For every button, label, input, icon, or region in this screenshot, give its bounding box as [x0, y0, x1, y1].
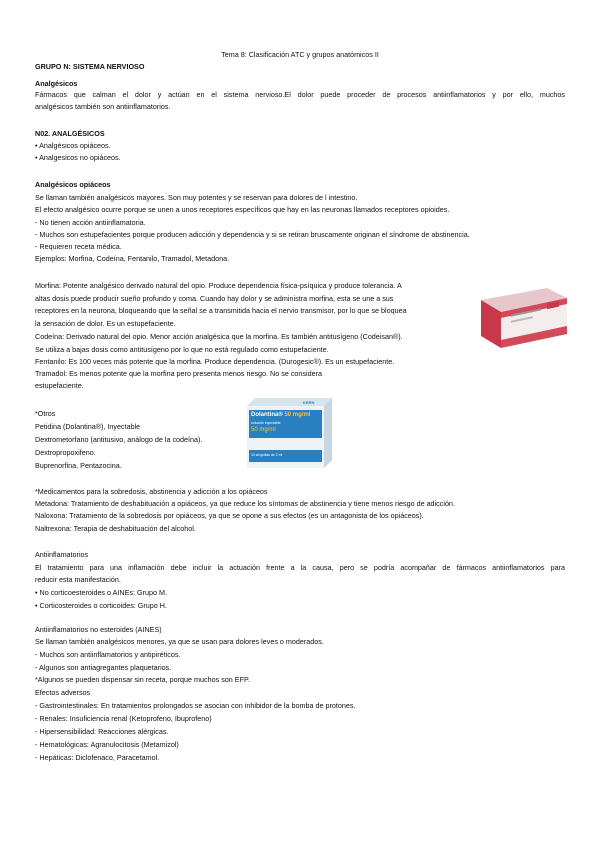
- group-heading: GRUPO N: SISTEMA NERVIOSO: [35, 62, 145, 71]
- box-ampoules: 10 ampollas de 2 ml: [251, 453, 283, 457]
- drug-line: Se utiliza a bajas dosis como antitusígeno por lo que no está regulado como estupefaciente.: [35, 345, 329, 354]
- drug-line: receptores en la neurona, bloqueando que la señal se a transmitida hacia el nervio transmisor, por lo que se bloquea: [35, 306, 407, 315]
- drug-line-tramadol: Tramadol: Es menos potente que la morfina pero presenta menos riesgo. No se considera: [35, 369, 322, 378]
- aines-heading: Antiinflamatorios no esteroides (AINES): [35, 625, 162, 634]
- box-dose-large: 50 mg/ml: [251, 427, 276, 433]
- sobredosis-line: Naltrexona: Terapia de deshabituación del alcohol.: [35, 524, 196, 533]
- sobredosis-line: Naloxona: Tratamiento de la sobredosis por opiáceos, ya que se opone a sus efectos (es un antagonista de los opiáceos).: [35, 511, 424, 520]
- n02-item: • Analgésicos opiáceos.: [35, 141, 111, 150]
- aines-line: Se llaman también analgésicos menores, ya que se usan para dolores leves o moderados.: [35, 637, 324, 646]
- antiinflamatorios-item: • Corticosteroides o corticoides: Grupo H.: [35, 601, 167, 610]
- sobredosis-line: Metadona: Tratamiento de deshabituación a opiáceos, ya que reduce los síntomas de abstinencia y tiene menos riesgo de adicción.: [35, 499, 455, 508]
- opiaceos-heading: Analgésicos opiáceos: [35, 180, 111, 189]
- otros-item: Petidina (Dolantina®), Inyectable: [35, 422, 141, 431]
- brand-label: Dolantina® 50 mg/ml: [251, 412, 311, 418]
- drug-line-codeina: Codeína: Derivado natural del opio. Menor acción analgésica que la morfina. Es también antitusígeno (Codeisan®).: [35, 332, 403, 341]
- dolantina-box-shape: [247, 398, 332, 468]
- page-title: Tema 8: Clasificación ATC y grupos anatómicos II: [221, 50, 379, 59]
- analgesicos-text-1: Fármacos que calman el dolor y actúan en el sistema nervioso.El dolor puede proceder de procesos antiinflamatorios y por ello, muchos: [35, 90, 565, 99]
- drug-line: altas dosis puede producir sueño profundo y coma. Cuando hay dolor y se administra morfina, esta se une a sus: [35, 294, 394, 303]
- effects-heading: Efectos adversos: [35, 688, 91, 697]
- drug-line: la sensación de dolor. Es un estupefaciente.: [35, 319, 176, 328]
- effects-item: - Gastrointestinales: En tratamientos prolongados se asocian con inhibidor de la bomba de protones.: [35, 701, 356, 710]
- effects-item: - Renales: Insuficiencia renal (Ketoprofeno, Ibuprofeno): [35, 714, 212, 723]
- effects-item: - Hepáticas: Diclofenaco, Paracetamol.: [35, 753, 160, 762]
- aines-line: - Muchos son antiinflamatorios y antipiréticos.: [35, 650, 181, 659]
- effects-item: - Hematológicas: Agranulocitosis (Metamizol): [35, 740, 179, 749]
- box-subtitle: solución inyectable: [251, 421, 281, 425]
- brand-dose: 50 mg/ml: [284, 412, 311, 418]
- opiaceos-line: Se llaman también analgésicos mayores. Son muy potentes y se reservan para dolores de l intestino.: [35, 193, 358, 202]
- analgesicos-text-2: analgésicos también son antiinflamatorios.: [35, 102, 171, 111]
- opiaceos-line: - Muchos son estupefacientes porque producen adicción y dependencia y si se retiran bruscamente originan el síndrome de abstinencia.: [35, 230, 470, 239]
- opiaceos-examples: Ejemplos: Morfina, Codeína, Fentanilo, Tramadol, Metadona.: [35, 254, 230, 263]
- n02-item: • Analgesicos no opiáceos.: [35, 153, 121, 162]
- otros-heading: *Otros: [35, 409, 56, 418]
- opiaceos-line: El efecto analgésico ocurre porque se unen a unos receptores específicos que hay en las neuronas llamados receptores opioides.: [35, 205, 450, 214]
- analgesicos-heading: Analgésicos: [35, 79, 78, 88]
- sobredosis-heading: *Medicamentos para la sobredosis, abstinencia y adicción a los opiáceos: [35, 487, 268, 496]
- maker-label: KERN: [303, 400, 315, 405]
- aines-line: *Algunos se pueden dispensar sin receta, porque muchos son EFP.: [35, 675, 250, 684]
- n02-heading: N02. ANALGÉSICOS: [35, 129, 105, 138]
- drug-line-morfina: Morfina: Potente analgésico derivado natural del opio. Produce dependencia física-psíquica y produce tolerancia. A: [35, 281, 402, 290]
- otros-item: Buprenorfina, Pentazocina.: [35, 461, 122, 470]
- effects-item: - Hipersensibilidad: Reacciones alérgicas.: [35, 727, 169, 736]
- opiaceos-line: - Requieren receta médica.: [35, 242, 122, 251]
- medicine-box-image: [477, 282, 569, 354]
- otros-item: Dextrometorfano (antitusivo, análogo de la codeína).: [35, 435, 203, 444]
- antiinflamatorios-heading: Antiinflamatorios: [35, 550, 89, 559]
- antiinflamatorios-item: • No corticoesteroides o AINEs: Grupo M.: [35, 588, 167, 597]
- drug-line: estupefaciente.: [35, 381, 84, 390]
- brand-name: Dolantina: [251, 412, 279, 418]
- otros-item: Dextropropoxifeno.: [35, 448, 96, 457]
- antiinflamatorios-text-2: reducir esta manifestación.: [35, 575, 121, 584]
- drug-line-fentanilo: Fentanilo: Es 100 veces más potente que la morfina. Produce dependencia. (Durogesic®). Es un estupefaciente.: [35, 357, 395, 366]
- aines-line: - Algunos son antiagregantes plaquetarios.: [35, 663, 172, 672]
- antiinflamatorios-text-1: El tratamiento para una inflamación debe incluir la actuación frente a la causa, pero se podría acompañar de fármacos antiinflamatorios para: [35, 563, 565, 572]
- dolantina-box-image: [247, 398, 332, 468]
- opiaceos-line: - No tienen acción antiinflamatoria.: [35, 218, 146, 227]
